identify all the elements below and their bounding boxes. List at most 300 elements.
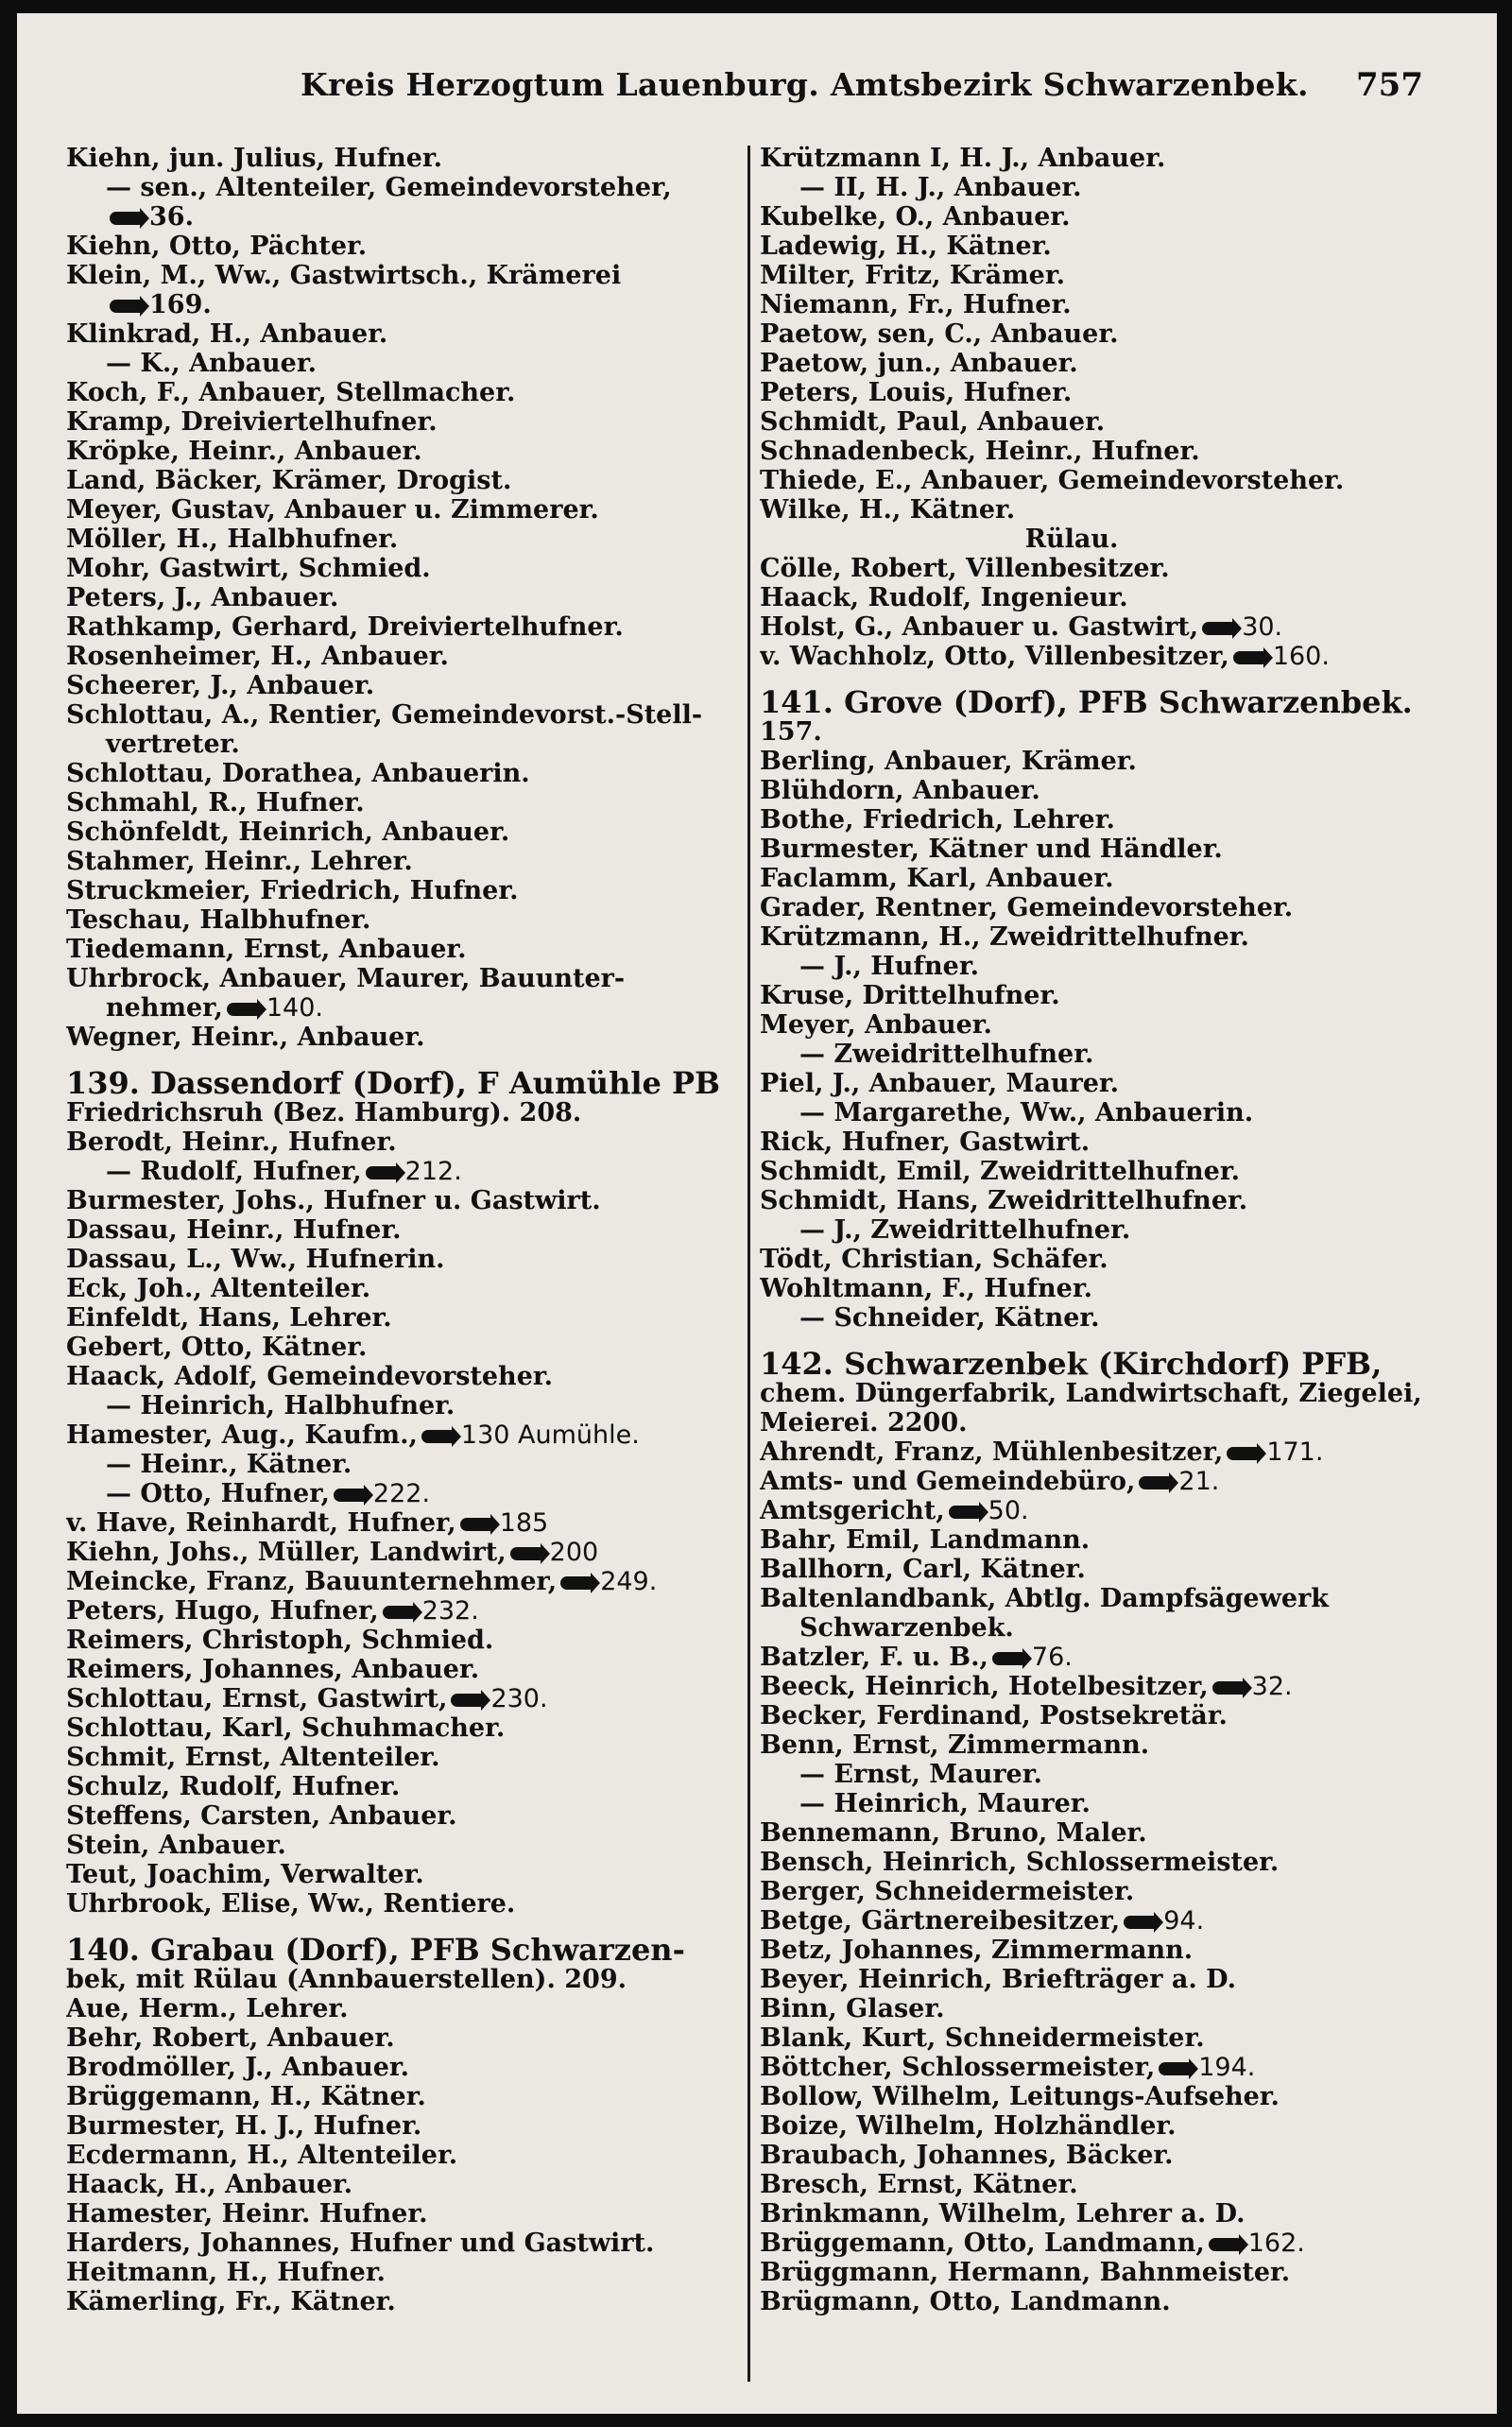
page-header: [17, 66, 1497, 125]
telephone-icon: [1227, 1447, 1259, 1460]
directory-entry: [760, 981, 1440, 1010]
telephone-number: 194.: [1198, 2053, 1256, 2082]
right-column: [760, 144, 1440, 2365]
entry-text: Schlottau, Dorathea, Anbauerin.: [66, 759, 530, 788]
directory-entry: [66, 612, 739, 642]
entry-text: nehmer,: [106, 993, 223, 1023]
entry-text: Schmidt, Hans, Zweidrittelhufner.: [760, 1186, 1248, 1215]
directory-entry: [66, 407, 739, 437]
directory-entry: [760, 1496, 1440, 1525]
entry-text: Grader, Rentner, Gemeindevorsteher.: [760, 893, 1294, 922]
entry-text: Schönfeldt, Heinrich, Anbauer.: [66, 818, 510, 847]
directory-entry: [760, 1584, 1440, 1613]
section-heading: [66, 1936, 739, 1965]
entry-text: Kiehn, Otto, Pächter.: [66, 232, 368, 261]
entry-text: Bresch, Ernst, Kätner.: [760, 2170, 1078, 2199]
directory-entry: [760, 1467, 1440, 1496]
directory-entry: [66, 349, 739, 378]
directory-entry: [760, 893, 1440, 922]
directory-entry: [760, 1936, 1440, 1965]
directory-entry: [66, 202, 739, 232]
entry-text: Haack, Rudolf, Ingenieur.: [760, 583, 1128, 612]
directory-entry: [760, 2111, 1440, 2141]
entry-text: 157.: [760, 717, 822, 747]
directory-entry: [760, 319, 1440, 349]
directory-entry: [66, 144, 739, 173]
telephone-icon: [334, 1489, 366, 1502]
section-heading: [760, 1350, 1440, 1379]
directory-entry: [760, 864, 1440, 893]
entry-text: — Schneider, Kätner.: [799, 1303, 1100, 1333]
entry-text: Schlottau, A., Rentier, Gemeindevorst.-Stell-: [66, 700, 703, 730]
entry-text: Hamester, Aug., Kaufm.,: [66, 1420, 418, 1450]
entry-text: Niemann, Fr., Hufner.: [760, 290, 1072, 319]
entry-text: Kiehn, jun. Julius, Hufner.: [66, 144, 443, 173]
entry-text: Betz, Johannes, Zimmermann.: [760, 1936, 1194, 1965]
directory-entry: [760, 2170, 1440, 2199]
directory-entry: [760, 2229, 1440, 2258]
telephone-number: 140.: [266, 993, 323, 1023]
telephone-icon: [1202, 622, 1234, 635]
directory-entry: [760, 173, 1440, 202]
directory-entry: [66, 1274, 739, 1303]
entry-text: Teut, Joachim, Verwalter.: [66, 1860, 424, 1889]
directory-entry: [66, 2170, 739, 2199]
directory-entry: [760, 1379, 1440, 1408]
entry-text: Bahr, Emil, Landmann.: [760, 1525, 1091, 1555]
directory-entry: [66, 2258, 739, 2287]
entry-text: Benn, Ernst, Zimmermann.: [760, 1730, 1150, 1760]
telephone-number: 21.: [1178, 1467, 1220, 1496]
directory-entry: [760, 1994, 1440, 2023]
directory-entry: [66, 554, 739, 583]
telephone-icon: [1233, 651, 1265, 664]
entry-text: Teschau, Halbhufner.: [66, 905, 371, 935]
telephone-icon: [992, 1652, 1024, 1665]
entry-text: Burmester, Kätner und Händler.: [760, 835, 1223, 864]
directory-entry: [66, 495, 739, 525]
directory-entry: [66, 818, 739, 847]
directory-entry: [66, 1450, 739, 1479]
directory-entry: [66, 993, 739, 1023]
entry-text: Dassau, Heinr., Hufner.: [66, 1215, 402, 1245]
directory-entry: [66, 1420, 739, 1450]
entry-text: Kruse, Drittelhufner.: [760, 981, 1060, 1010]
entry-text: Friedrichsruh (Bez. Hamburg). 208.: [66, 1098, 582, 1127]
entry-text: Schmidt, Emil, Zweidrittelhufner.: [760, 1157, 1240, 1186]
telephone-number: 50.: [988, 1496, 1029, 1525]
directory-entry: [760, 1613, 1440, 1643]
entry-text: Peters, Hugo, Hufner,: [66, 1596, 379, 1626]
entry-text: Schnadenbeck, Heinr., Hufner.: [760, 437, 1200, 466]
directory-entry: [66, 319, 739, 349]
entry-text: bek, mit Rülau (Annbauerstellen). 209.: [66, 1965, 627, 1994]
directory-entry: [66, 1567, 739, 1596]
entry-text: Blank, Kurt, Schneidermeister.: [760, 2023, 1205, 2053]
entry-text: 141. Grove (Dorf), PFB Schwarzenbek.: [760, 688, 1413, 717]
directory-entry: [760, 466, 1440, 495]
entry-text: Stahmer, Heinr., Lehrer.: [66, 847, 413, 876]
directory-entry: [66, 1994, 739, 2023]
entry-text: Meyer, Gustav, Anbauer u. Zimmerer.: [66, 495, 599, 525]
directory-entry: [66, 1362, 739, 1391]
directory-entry: [760, 2023, 1440, 2053]
entry-text: Amtsgericht,: [760, 1496, 945, 1525]
entry-text: — II, H. J., Anbauer.: [799, 173, 1082, 202]
section-heading: [760, 688, 1440, 717]
directory-entry: [760, 1672, 1440, 1701]
telephone-icon: [110, 300, 142, 313]
entry-text: Gebert, Otto, Kätner.: [66, 1333, 368, 1362]
directory-entry: [760, 144, 1440, 173]
entry-text: Brüggmann, Hermann, Bahnmeister.: [760, 2258, 1291, 2287]
entry-text: Batzler, F. u. B.,: [760, 1643, 988, 1672]
telephone-number: 30.: [1242, 612, 1283, 642]
telephone-icon: [383, 1606, 415, 1619]
directory-entry: [760, 776, 1440, 805]
entry-text: Peters, J., Anbauer.: [66, 583, 339, 612]
entry-text: Schwarzenbek.: [799, 1613, 1014, 1643]
entry-text: Behr, Robert, Anbauer.: [66, 2023, 395, 2053]
directory-entry: [66, 1098, 739, 1127]
entry-text: Ahrendt, Franz, Mühlenbesitzer,: [760, 1437, 1224, 1467]
entry-text: Boize, Wilhelm, Holzhändler.: [760, 2111, 1177, 2141]
directory-entry: [760, 2082, 1440, 2111]
directory-entry: [760, 1186, 1440, 1215]
entry-text: Kämerling, Fr., Kätner.: [66, 2287, 396, 2316]
directory-entry: [66, 1772, 739, 1801]
entry-text: Thiede, E., Anbauer, Gemeindevorsteher.: [760, 466, 1345, 495]
directory-entry: [66, 1626, 739, 1655]
entry-text: Burmester, H. J., Hufner.: [66, 2111, 422, 2141]
telephone-number: 249.: [600, 1567, 658, 1596]
directory-entry: [760, 717, 1440, 747]
directory-entry: [66, 1684, 739, 1713]
directory-entry: [760, 2141, 1440, 2170]
entry-text: v. Have, Reinhardt, Hufner,: [66, 1508, 456, 1538]
entry-text: Paetow, jun., Anbauer.: [760, 349, 1078, 378]
directory-entry: [66, 173, 739, 202]
entry-text: v. Wachholz, Otto, Villenbesitzer,: [760, 642, 1229, 671]
directory-entry: [760, 2258, 1440, 2287]
entry-text: Betge, Gärtnereibesitzer,: [760, 1906, 1121, 1936]
entry-text: Stein, Anbauer.: [66, 1831, 286, 1860]
entry-text: Holst, G., Anbauer u. Gastwirt,: [760, 612, 1199, 642]
entry-text: Wilke, H., Kätner.: [760, 495, 1016, 525]
telephone-number: 130 Aumühle.: [460, 1420, 640, 1450]
entry-text: Kubelke, O., Anbauer.: [760, 202, 1071, 232]
entry-text: Haack, Adolf, Gemeindevorsteher.: [66, 1362, 554, 1391]
telephone-icon: [949, 1506, 981, 1519]
entry-text: Schlottau, Ernst, Gastwirt,: [66, 1684, 448, 1713]
telephone-icon: [1139, 1476, 1171, 1489]
entry-text: Hamester, Heinr. Hufner.: [66, 2199, 428, 2229]
directory-entry: [66, 2111, 739, 2141]
directory-entry: [760, 805, 1440, 835]
directory-entry: [760, 2287, 1440, 2316]
directory-entry: [760, 612, 1440, 642]
entry-text: Dassau, L., Ww., Hufnerin.: [66, 1245, 445, 1274]
telephone-number: 222.: [372, 1479, 431, 1508]
directory-entry: [760, 1877, 1440, 1906]
entry-text: Einfeldt, Hans, Lehrer.: [66, 1303, 392, 1333]
telephone-number: 185: [499, 1508, 549, 1538]
directory-entry: [760, 835, 1440, 864]
telephone-icon: [510, 1547, 542, 1560]
entry-text: Binn, Glaser.: [760, 1994, 945, 2023]
directory-entry: [66, 2199, 739, 2229]
entry-text: Steffens, Carsten, Anbauer.: [66, 1801, 457, 1831]
directory-entry: [760, 554, 1440, 583]
directory-entry: [66, 1713, 739, 1743]
entry-text: Rathkamp, Gerhard, Dreiviertelhufner.: [66, 612, 624, 642]
entry-text: Berger, Schneidermeister.: [760, 1877, 1135, 1906]
entry-text: Kiehn, Johs., Müller, Landwirt,: [66, 1538, 507, 1567]
entry-text: — K., Anbauer.: [106, 349, 317, 378]
page-number: 757: [1356, 66, 1423, 104]
directory-entry: [66, 2141, 739, 2170]
entry-text: chem. Düngerfabrik, Landwirtschaft, Ziegelei,: [760, 1379, 1422, 1408]
directory-entry: [66, 1479, 739, 1508]
telephone-number: 212.: [404, 1157, 462, 1186]
directory-entry: [66, 1508, 739, 1538]
telephone-number: 94.: [1163, 1906, 1205, 1936]
directory-entry: [66, 2287, 739, 2316]
entry-text: 142. Schwarzenbek (Kirchdorf) PFB,: [760, 1350, 1383, 1379]
entry-text: Burmester, Johs., Hufner u. Gastwirt.: [66, 1186, 601, 1215]
entry-text: Struckmeier, Friedrich, Hufner.: [66, 876, 519, 905]
entry-text: Wohltmann, F., Hufner.: [760, 1274, 1092, 1303]
telephone-number: 200: [549, 1538, 599, 1567]
entry-text: Brüggemann, H., Kätner.: [66, 2082, 426, 2111]
entry-text: Braubach, Johannes, Bäcker.: [760, 2141, 1174, 2170]
entry-text: — Zweidrittelhufner.: [799, 1040, 1094, 1069]
telephone-number: 171.: [1266, 1437, 1324, 1467]
entry-text: Klein, M., Ww., Gastwirtsch., Krämerei: [66, 261, 622, 290]
directory-entry: [760, 202, 1440, 232]
directory-entry: [760, 583, 1440, 612]
entry-text: Peters, Louis, Hufner.: [760, 378, 1073, 407]
entry-text: Eck, Joh., Altenteiler.: [66, 1274, 371, 1303]
directory-entry: [66, 964, 739, 993]
directory-entry: [66, 2053, 739, 2082]
directory-entry: [760, 1215, 1440, 1245]
directory-entry: [760, 1437, 1440, 1467]
entry-text: Schmahl, R., Hufner.: [66, 788, 365, 818]
entry-text: Bennemann, Bruno, Maler.: [760, 1818, 1147, 1848]
directory-entry: [760, 1525, 1440, 1555]
telephone-icon: [366, 1166, 398, 1179]
directory-entry: [66, 1596, 739, 1626]
entry-text: — J., Hufner.: [799, 952, 979, 981]
directory-entry: [66, 1860, 739, 1889]
entry-text: Haack, H., Anbauer.: [66, 2170, 353, 2199]
directory-entry: [760, 1555, 1440, 1584]
entry-text: Bollow, Wilhelm, Leitungs-Aufseher.: [760, 2082, 1280, 2111]
entry-text: Brüggemann, Otto, Landmann,: [760, 2229, 1205, 2258]
entry-text: — J., Zweidrittelhufner.: [799, 1215, 1131, 1245]
directory-entry: [760, 1274, 1440, 1303]
directory-entry: [66, 935, 739, 964]
entry-text: Uhrbrook, Elise, Ww., Rentiere.: [66, 1889, 516, 1919]
entry-text: Aue, Herm., Lehrer.: [66, 1994, 349, 2023]
directory-entry: [760, 642, 1440, 671]
directory-entry: [760, 1789, 1440, 1818]
directory-entry: [760, 261, 1440, 290]
telephone-number: 162.: [1247, 2229, 1305, 2258]
directory-entry: [760, 1408, 1440, 1437]
directory-entry: [760, 232, 1440, 261]
entry-text: — Heinrich, Halbhufner.: [106, 1391, 455, 1420]
entry-text: Scheerer, J., Anbauer.: [66, 671, 375, 700]
directory-entry: [66, 378, 739, 407]
entry-text: Krützmann I, H. J., Anbauer.: [760, 144, 1166, 173]
directory-entry: [66, 1965, 739, 1994]
directory-entry: [66, 1186, 739, 1215]
directory-entry: [760, 1730, 1440, 1760]
directory-entry: [66, 1655, 739, 1684]
telephone-number: 32.: [1251, 1672, 1293, 1701]
directory-entry: [66, 466, 739, 495]
entry-text: Tiedemann, Ernst, Anbauer.: [66, 935, 467, 964]
directory-entry: [760, 2199, 1440, 2229]
entry-text: — Otto, Hufner,: [106, 1479, 330, 1508]
directory-entry: [66, 905, 739, 935]
entry-text: Ecdermann, H., Altenteiler.: [66, 2141, 458, 2170]
directory-entry: [66, 2229, 739, 2258]
entry-text: Böttcher, Schlossermeister,: [760, 2053, 1156, 2082]
directory-entry: [760, 1127, 1440, 1157]
entry-text: Reimers, Christoph, Schmied.: [66, 1626, 494, 1655]
directory-entry: [760, 1701, 1440, 1730]
entry-text: Schmidt, Paul, Anbauer.: [760, 407, 1106, 437]
directory-entry: [760, 349, 1440, 378]
directory-entry: [66, 525, 739, 554]
directory-entry: [760, 1157, 1440, 1186]
entry-text: Koch, F., Anbauer, Stellmacher.: [66, 378, 516, 407]
entry-text: Meincke, Franz, Bauunternehmer,: [66, 1567, 558, 1596]
entry-text: Schmit, Ernst, Altenteiler.: [66, 1743, 440, 1772]
directory-entry: [66, 730, 739, 759]
directory-entry: [66, 1801, 739, 1831]
entry-text: 169.: [149, 290, 212, 319]
directory-entry: [66, 788, 739, 818]
entry-text: Brügmann, Otto, Landmann.: [760, 2287, 1171, 2316]
entry-text: Rülau.: [1024, 525, 1119, 554]
telephone-icon: [1209, 2238, 1241, 2251]
directory-entry: [760, 952, 1440, 981]
directory-entry: [66, 1245, 739, 1274]
directory-entry: [760, 747, 1440, 776]
directory-entry: [66, 2082, 739, 2111]
entry-text: Schulz, Rudolf, Hufner.: [66, 1772, 401, 1801]
entry-text: Brinkmann, Wilhelm, Lehrer a. D.: [760, 2199, 1246, 2229]
directory-entry: [66, 1127, 739, 1157]
directory-entry: [760, 1245, 1440, 1274]
entry-text: 139. Dassendorf (Dorf), F Aumühle PB: [66, 1069, 721, 1098]
directory-entry: [760, 495, 1440, 525]
telephone-number: 230.: [490, 1684, 548, 1713]
entry-text: Faclamm, Karl, Anbauer.: [760, 864, 1114, 893]
entry-text: — Rudolf, Hufner,: [106, 1157, 362, 1186]
directory-entry: [760, 1965, 1440, 1994]
telephone-number: 160.: [1272, 642, 1330, 671]
entry-text: — sen., Altenteiler, Gemeindevorsteher,: [106, 173, 672, 202]
entry-text: Harders, Johannes, Hufner und Gastwirt.: [66, 2229, 655, 2258]
directory-entry: [760, 1848, 1440, 1877]
telephone-number: 76.: [1031, 1643, 1073, 1672]
directory-entry: [66, 1157, 739, 1186]
column-divider: [747, 146, 750, 2382]
telephone-icon: [110, 212, 142, 225]
entry-text: Beyer, Heinrich, Briefträger a. D.: [760, 1965, 1236, 1994]
entry-text: Kramp, Dreiviertelhufner.: [66, 407, 438, 437]
entry-text: Reimers, Johannes, Anbauer.: [66, 1655, 480, 1684]
entry-text: Klinkrad, H., Anbauer.: [66, 319, 388, 349]
directory-entry: [66, 1889, 739, 1919]
directory-entry: [66, 700, 739, 730]
telephone-icon: [460, 1518, 492, 1531]
running-title: Kreis Herzogtum Lauenburg. Amtsbezirk Schwarzenbek.: [301, 66, 1309, 103]
directory-entry: [66, 1831, 739, 1860]
directory-entry: [760, 1069, 1440, 1098]
telephone-icon: [1124, 1916, 1156, 1929]
directory-entry: [760, 1303, 1440, 1333]
directory-entry: [66, 261, 739, 290]
directory-entry: [760, 1643, 1440, 1672]
entry-text: Land, Bäcker, Krämer, Drogist.: [66, 466, 512, 495]
directory-entry: [66, 671, 739, 700]
sub-heading: [760, 525, 1440, 554]
directory-entry: [760, 1818, 1440, 1848]
directory-entry: [66, 583, 739, 612]
telephone-icon: [1212, 1681, 1245, 1695]
directory-entry: [66, 847, 739, 876]
left-column: [66, 144, 739, 2365]
directory-entry: [66, 1538, 739, 1567]
directory-entry: [66, 759, 739, 788]
telephone-icon: [560, 1576, 593, 1590]
entry-text: — Ernst, Maurer.: [799, 1760, 1042, 1789]
entry-text: Rick, Hufner, Gastwirt.: [760, 1127, 1091, 1157]
entry-text: 36.: [149, 202, 194, 232]
directory-entry: [66, 1743, 739, 1772]
entry-text: Ballhorn, Carl, Kätner.: [760, 1555, 1086, 1584]
entry-text: — Margarethe, Ww., Anbauerin.: [799, 1098, 1254, 1127]
entry-text: Schlottau, Karl, Schuhmacher.: [66, 1713, 506, 1743]
entry-text: vertreter.: [106, 730, 240, 759]
directory-entry: [66, 1303, 739, 1333]
directory-entry: [760, 922, 1440, 952]
entry-text: — Heinr., Kätner.: [106, 1450, 352, 1479]
entry-text: Cölle, Robert, Villenbesitzer.: [760, 554, 1170, 583]
entry-text: Paetow, sen, C., Anbauer.: [760, 319, 1119, 349]
entry-text: Blühdorn, Anbauer.: [760, 776, 1040, 805]
directory-entry: [66, 1023, 739, 1052]
directory-entry: [760, 1010, 1440, 1040]
directory-entry: [760, 2053, 1440, 2082]
directory-entry: [66, 290, 739, 319]
entry-text: Möller, H., Halbhufner.: [66, 525, 399, 554]
entry-text: Bensch, Heinrich, Schlossermeister.: [760, 1848, 1280, 1877]
entry-text: Kröpke, Heinr., Anbauer.: [66, 437, 422, 466]
entry-text: 140. Grabau (Dorf), PFB Schwarzen-: [66, 1936, 685, 1965]
directory-entry: [66, 2023, 739, 2053]
directory-entry: [760, 290, 1440, 319]
directory-entry: [760, 1040, 1440, 1069]
entry-text: Bothe, Friedrich, Lehrer.: [760, 805, 1115, 835]
directory-entry: [66, 876, 739, 905]
